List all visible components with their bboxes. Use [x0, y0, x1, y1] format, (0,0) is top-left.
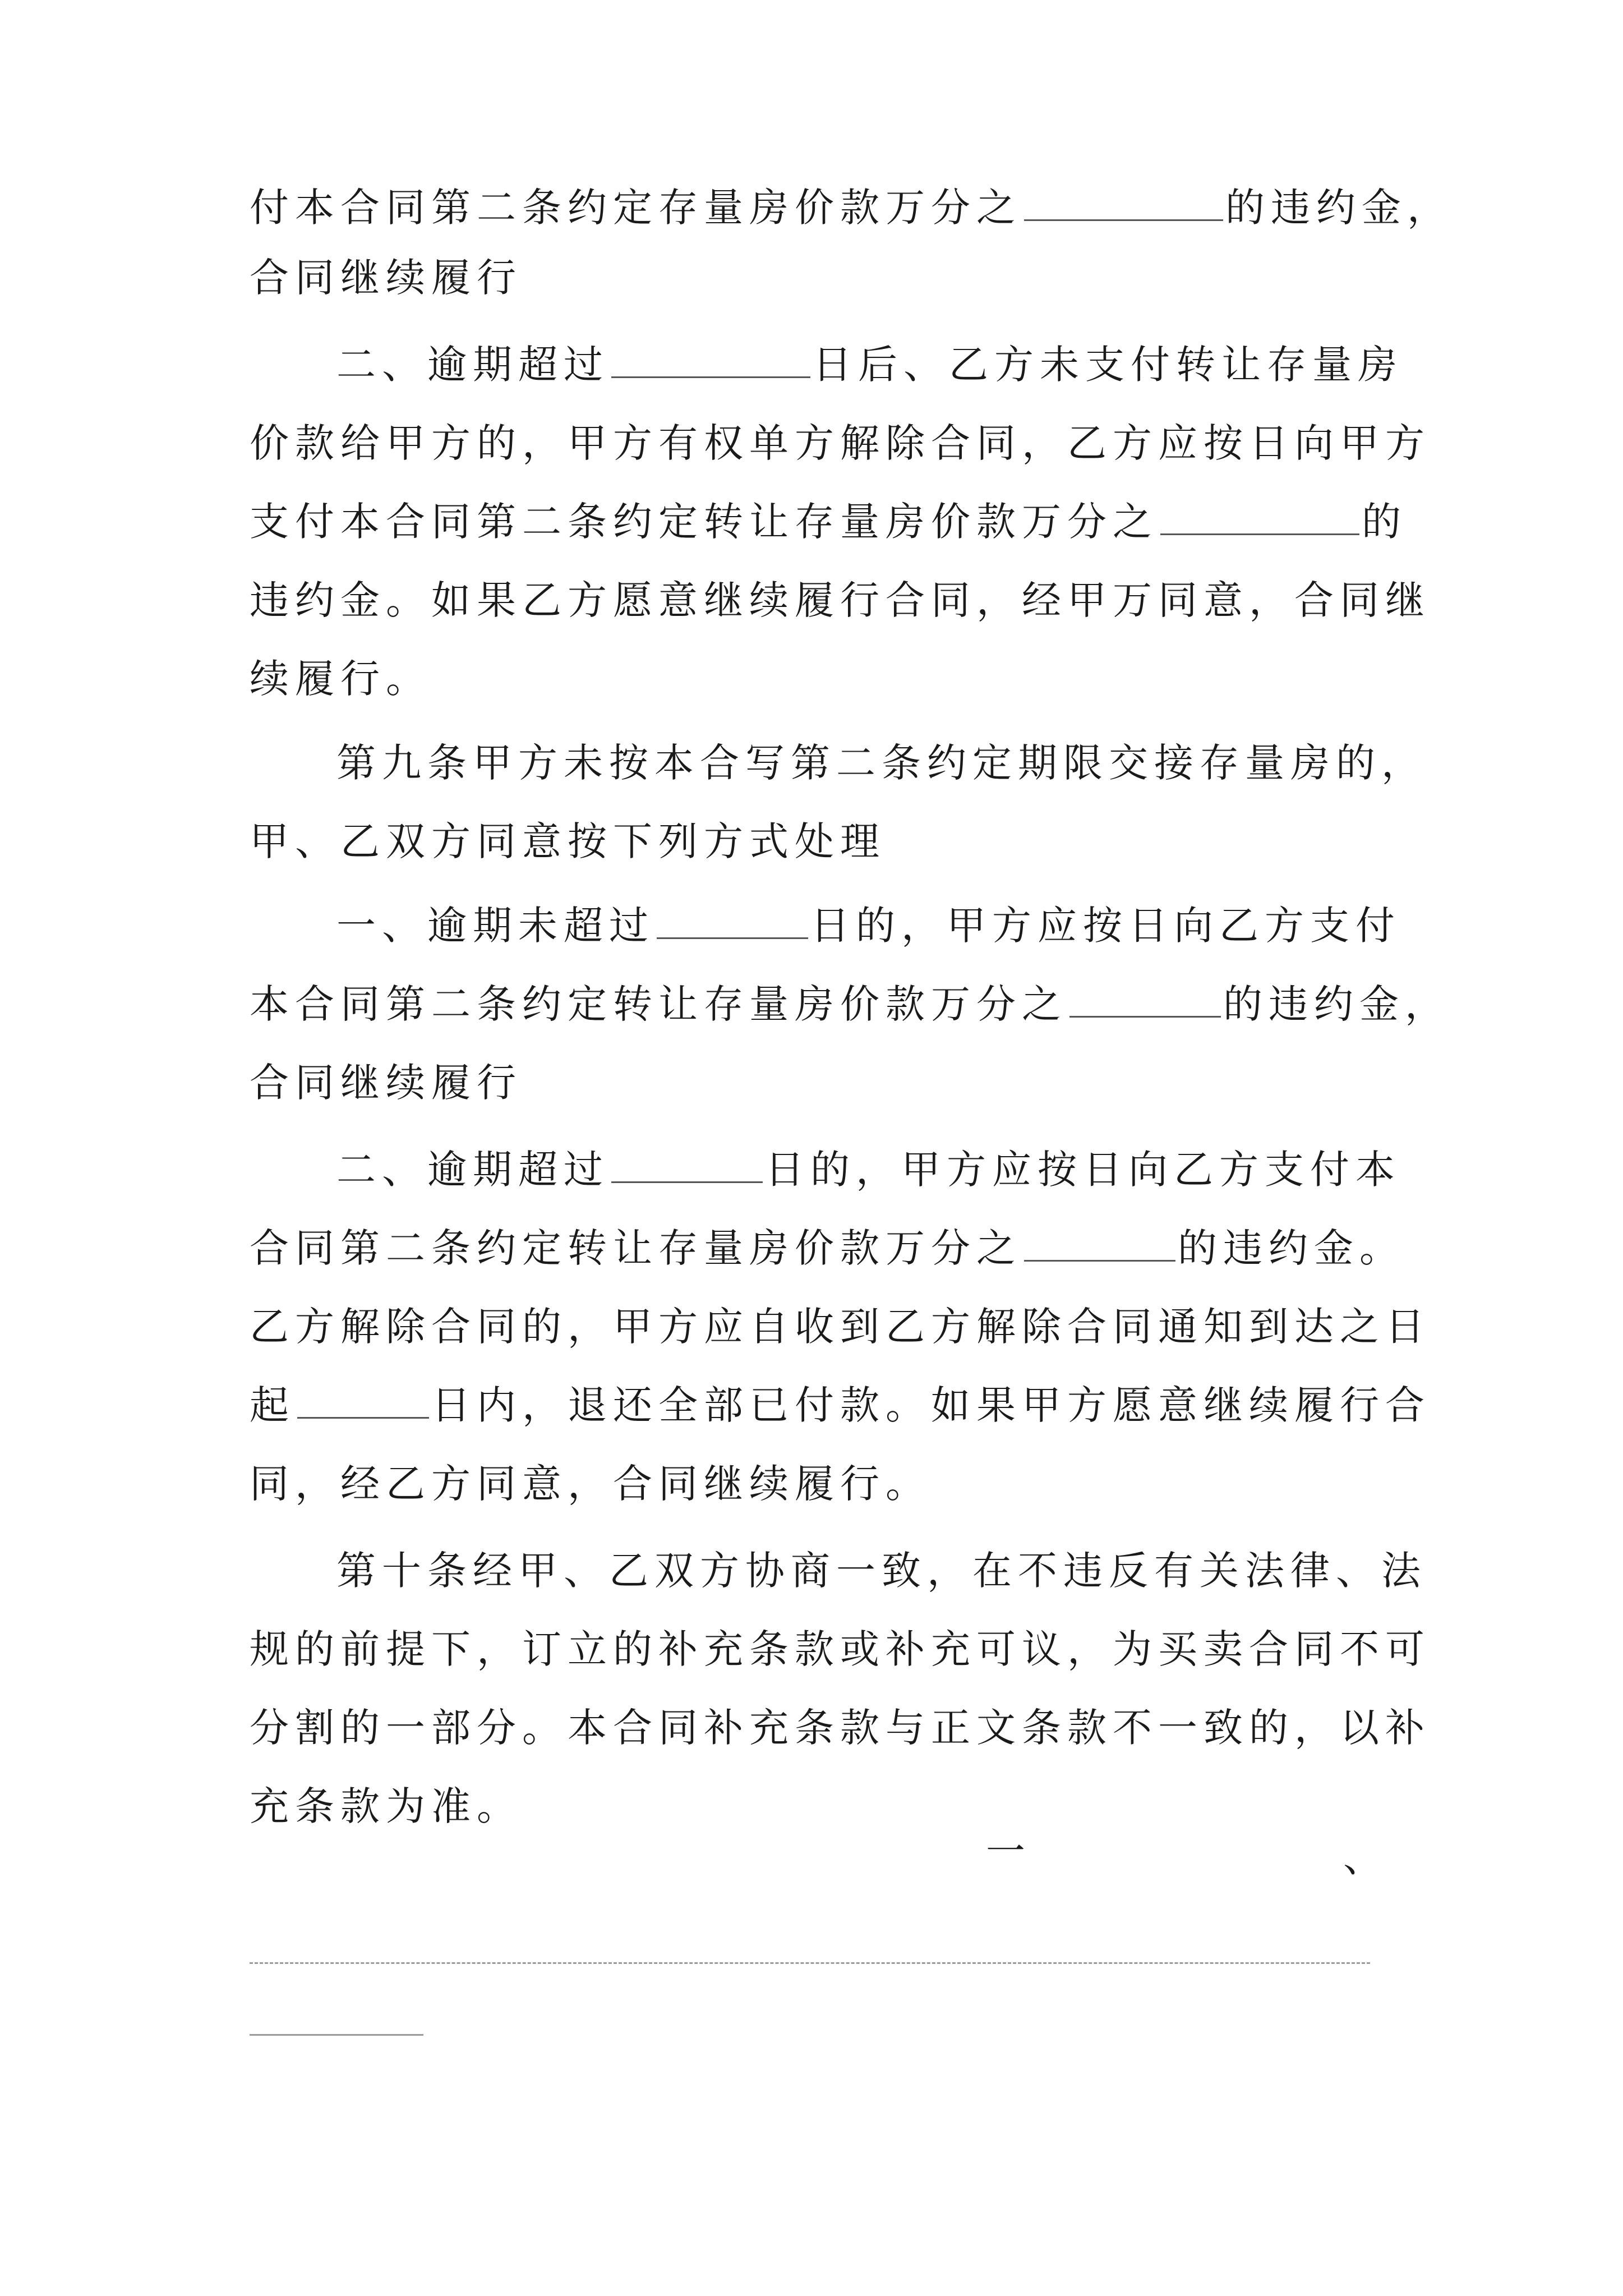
text-segment: 合同第二条约定转让存量房价款万分之	[250, 1225, 1022, 1271]
text-line	[250, 409, 1431, 477]
fill-in-line-short	[250, 2034, 423, 2036]
text-segment: 同，经乙方同意，合同继续履行。	[250, 1461, 931, 1507]
text-line	[250, 1293, 1431, 1360]
text-line	[336, 331, 1481, 398]
text-segment: 本合同第二条约定转让存量房价款万分之	[250, 981, 1067, 1027]
text-segment: 的违约金，	[1225, 185, 1453, 231]
text-segment: 二、逾期超过	[336, 342, 609, 388]
text-line	[250, 1214, 1405, 1282]
text-segment: 的违约金。	[1178, 1225, 1405, 1271]
text-line	[336, 1537, 1481, 1604]
text-segment: 分割的一部分。本合同补充条款与正文条款不一致的，以补	[250, 1705, 1431, 1751]
text-segment: 价款给甲方的，甲方有权单方解除合同，乙方应按日向甲方	[250, 420, 1431, 466]
fill-in-blank	[611, 1141, 763, 1183]
text-line	[250, 970, 1450, 1038]
text-line	[250, 174, 1453, 241]
fill-in-blank	[1069, 976, 1221, 1018]
text-line	[250, 244, 1394, 311]
text-segment: 第九条甲方未按本合写第二条约定期限交接存量房的，	[336, 740, 1427, 786]
text-line	[250, 1049, 1394, 1116]
text-segment: 合同继续履行	[250, 1060, 522, 1106]
text-line	[250, 808, 1394, 875]
fill-in-blank	[1024, 179, 1223, 221]
text-line	[250, 567, 1431, 634]
text-segment: 日的，甲方应按日向乙方支付	[810, 903, 1401, 949]
text-segment: 充条款为准。	[250, 1783, 522, 1829]
text-line	[250, 1450, 1394, 1517]
text-segment: 的	[1362, 499, 1407, 545]
text-segment: 日的，甲方应按日向乙方支付本	[765, 1147, 1401, 1193]
text-line	[250, 1773, 1394, 1840]
text-segment: 规的前提下，订立的补充条款或补充可议，为买卖合同不可	[250, 1626, 1431, 1672]
text-segment: 一、逾期未超过	[336, 903, 654, 949]
trailing-comma-mark: 、	[1343, 1835, 1382, 1881]
text-line	[336, 729, 1481, 797]
text-segment: 的违约金，	[1223, 981, 1450, 1027]
text-line	[250, 1616, 1431, 1683]
text-segment: 续履行。	[250, 656, 431, 702]
trailing-dash-mark: 一	[986, 1828, 1025, 1874]
fill-in-blank	[1160, 493, 1359, 535]
fill-in-blank	[611, 336, 810, 378]
text-segment: 日后、乙方未支付转让存量房	[813, 342, 1403, 388]
text-line	[250, 645, 1394, 712]
text-line	[250, 1694, 1431, 1761]
text-segment: 付本合同第二条约定存量房价款万分之	[250, 185, 1022, 231]
text-line	[250, 488, 1407, 555]
fill-in-blank	[297, 1377, 429, 1419]
text-segment: 第十条经甲、乙双方协商一致，在不违反有关法律、法	[336, 1548, 1427, 1594]
fill-in-line-long	[250, 1962, 1370, 1964]
text-segment: 二、逾期超过	[336, 1147, 609, 1193]
text-line	[250, 1372, 1431, 1439]
text-segment: 起	[250, 1382, 295, 1428]
text-segment: 支付本合同第二条约定转让存量房价款万分之	[250, 499, 1158, 545]
text-segment: 合同继续履行	[250, 255, 522, 301]
text-line	[336, 1136, 1481, 1203]
text-segment: 乙方解除合同的，甲方应自收到乙方解除合同通知到达之日	[250, 1304, 1431, 1350]
text-segment: 甲、乙双方同意按下列方式处理	[250, 818, 886, 864]
text-segment: 日内，退还全部已付款。如果甲方愿意继续履行合	[431, 1382, 1431, 1428]
text-segment: 违约金。如果乙方愿意继续履行合同，经甲万同意，合同继	[250, 577, 1431, 623]
fill-in-blank	[1024, 1220, 1175, 1262]
text-line	[336, 892, 1481, 959]
fill-in-blank	[657, 897, 808, 939]
